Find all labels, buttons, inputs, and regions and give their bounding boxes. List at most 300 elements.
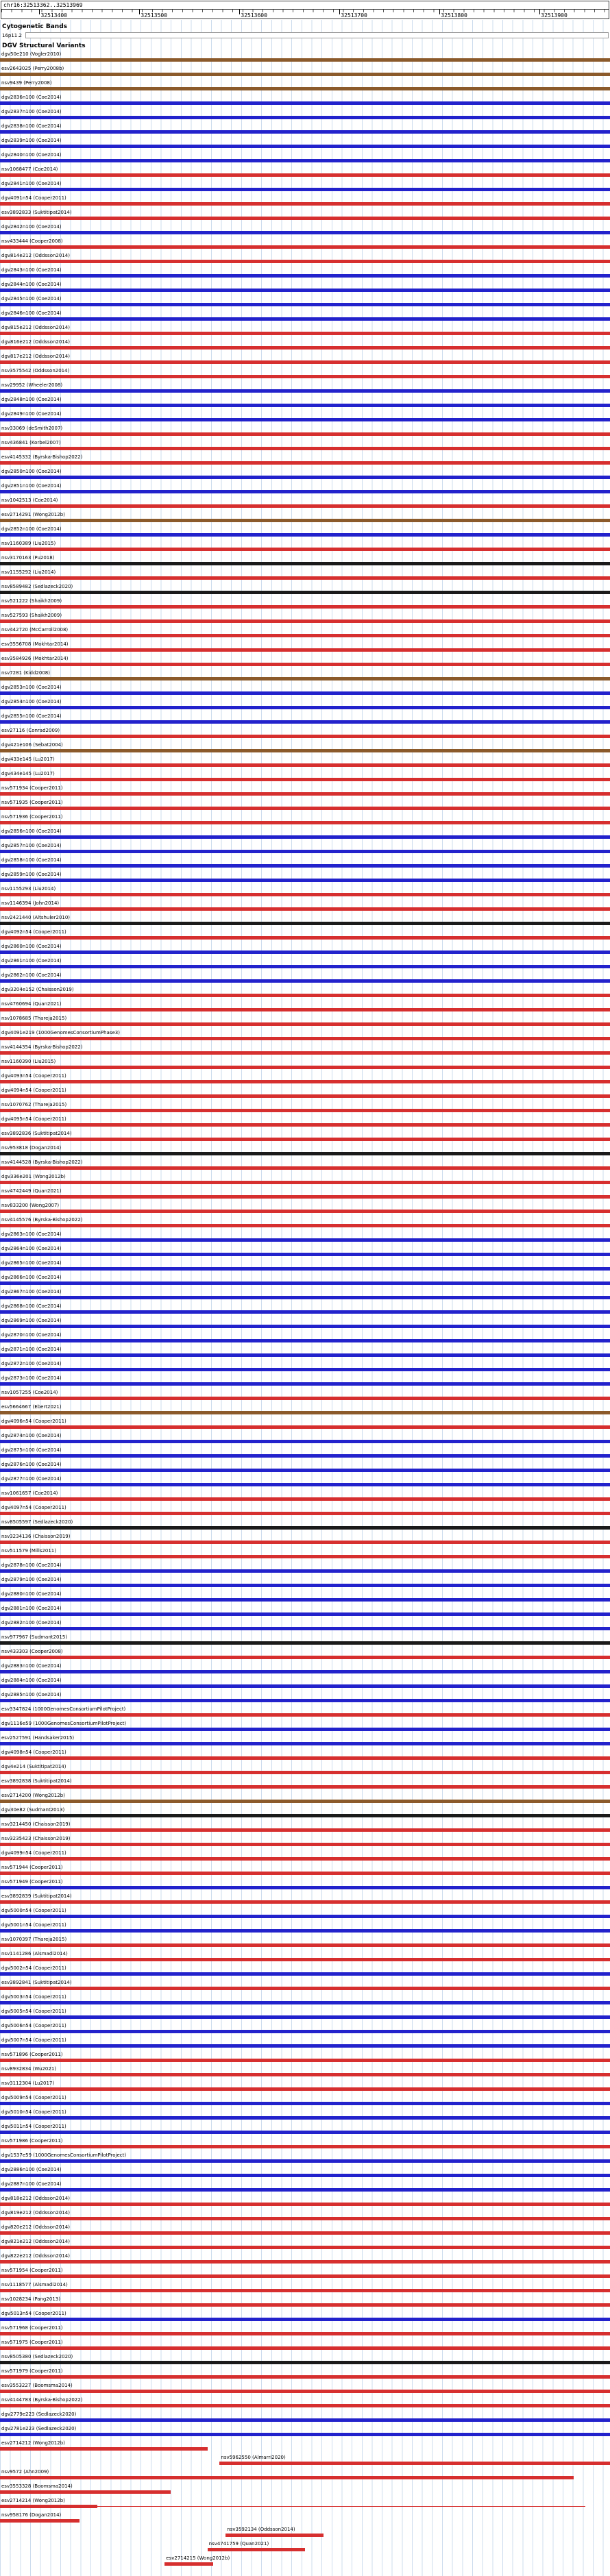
variant-label[interactable]: nsv1155293 (Liu2014) (1, 886, 56, 892)
variant-label[interactable]: esv2714215 (Wong2012b) (166, 2555, 230, 2561)
variant-bar[interactable] (0, 2433, 610, 2436)
variant-label[interactable]: dgv2865n100 (Coe2014) (1, 1260, 62, 1266)
variant-label[interactable]: nsv4144354 (Byrska-Bishop2022) (1, 1044, 83, 1050)
variant-label[interactable]: nsv2421440 (Altshuler2010) (1, 915, 71, 920)
variant-bar[interactable] (0, 994, 610, 997)
variant-label[interactable]: nsv8932834 (Wu2021) (1, 2066, 57, 2072)
variant-bar[interactable] (0, 87, 610, 90)
variant-bar[interactable] (0, 1713, 610, 1717)
variant-bar[interactable] (0, 2102, 610, 2105)
variant-label[interactable]: dgv2838n100 (Coe2014) (1, 123, 62, 129)
variant-label[interactable]: dgv2839n100 (Coe2014) (1, 138, 62, 143)
variant-bar[interactable] (0, 1037, 610, 1040)
variant-label[interactable]: nsv977967 (Sudmant2015) (1, 1634, 68, 1640)
variant-bar[interactable] (0, 1325, 610, 1328)
variant-bar[interactable] (0, 562, 610, 565)
variant-label[interactable]: nsv433444 (Cooper2008) (1, 238, 63, 244)
variant-label[interactable]: dgv2866n100 (Coe2014) (1, 1275, 62, 1280)
variant-bar[interactable] (0, 375, 610, 378)
variant-label[interactable]: dgv5005n54 (Cooper2011) (1, 2009, 66, 2014)
variant-bar[interactable] (0, 1512, 610, 1515)
variant-bar[interactable] (0, 1051, 610, 1055)
variant-bar[interactable] (0, 1972, 610, 1976)
variant-label[interactable]: dgv4092n54 (Cooper2011) (1, 929, 66, 935)
variant-label[interactable]: dgv1116e59 (1000GenomesConsortiumPilotProject) (1, 1721, 127, 1726)
variant-bar[interactable] (0, 677, 610, 680)
variant-label[interactable]: dgv4099n54 (Cooper2011) (1, 1850, 66, 1856)
variant-label[interactable]: dgv2848n100 (Coe2014) (1, 397, 62, 402)
variant-bar[interactable] (0, 2303, 610, 2307)
variant-label[interactable]: dgv2873n100 (Coe2014) (1, 1375, 62, 1381)
variant-label[interactable]: dgv4e214 (Suktitipat2014) (1, 1764, 66, 1769)
variant-bar[interactable] (0, 1483, 610, 1486)
variant-bar[interactable] (0, 1641, 610, 1645)
variant-bar[interactable] (0, 763, 610, 767)
variant-label[interactable]: dgv3204e152 (Chaisson2019) (1, 987, 74, 992)
variant-label[interactable]: dgv5009n54 (Cooper2011) (1, 2095, 66, 2100)
variant-bar[interactable] (225, 2534, 323, 2537)
variant-label[interactable]: nsv1070762 (Thareja2015) (1, 1102, 67, 1107)
variant-label[interactable]: esv4145332 (Byrska-Bishop2022) (1, 454, 83, 460)
variant-bar[interactable] (0, 2001, 610, 2004)
variant-bar[interactable] (0, 835, 610, 839)
variant-label[interactable]: dgv336e201 (Wong2012b) (1, 1174, 66, 1179)
variant-label[interactable]: nsv571954 (Cooper2011) (1, 2268, 63, 2273)
variant-label[interactable]: nsv3592134 (Oddsson2014) (227, 2527, 295, 2532)
variant-label[interactable]: esv5664667 (Ebert2021) (1, 1404, 62, 1410)
variant-label[interactable]: dgv2881n100 (Coe2014) (1, 1606, 62, 1611)
variant-bar[interactable] (0, 418, 610, 421)
variant-bar[interactable] (0, 1958, 610, 1961)
variant-bar[interactable] (0, 634, 610, 637)
variant-label[interactable]: nsv1070397 (Thareja2015) (1, 1937, 67, 1942)
variant-label[interactable]: dgv2868n100 (Coe2014) (1, 1303, 62, 1309)
variant-label[interactable]: dgv2878n100 (Coe2014) (1, 1562, 62, 1568)
variant-label[interactable]: dgv2842n100 (Coe2014) (1, 224, 62, 230)
variant-label[interactable]: esv3584926 (Mokhtar2014) (1, 656, 69, 661)
variant-label[interactable]: dgv2845n100 (Coe2014) (1, 296, 62, 302)
variant-label[interactable]: dgv5002n54 (Cooper2011) (1, 1965, 66, 1971)
variant-bar[interactable] (0, 1699, 610, 1702)
variant-label[interactable]: dgv4097n54 (Cooper2011) (1, 1505, 66, 1510)
variant-label[interactable]: nsv571896 (Cooper2011) (1, 2052, 63, 2057)
variant-label[interactable]: nsv4144528 (Byrska-Bishop2022) (1, 1160, 83, 1165)
variant-bar[interactable] (0, 2073, 610, 2076)
variant-label[interactable]: dgv819e212 (Oddsson2014) (1, 2210, 70, 2216)
variant-label[interactable]: nsv571986 (Cooper2011) (1, 2138, 63, 2144)
variant-bar[interactable] (0, 1785, 610, 1789)
variant-bar[interactable] (219, 2462, 610, 2465)
variant-label[interactable]: nsv1160389 (Liu2015) (1, 541, 56, 546)
variant-bar[interactable] (0, 864, 610, 868)
variant-label[interactable]: nsv571979 (Cooper2011) (1, 2368, 63, 2374)
variant-label[interactable]: dgv2875n100 (Coe2014) (1, 1447, 62, 1453)
variant-label[interactable]: nsv1155292 (Liu2014) (1, 569, 56, 575)
variant-bar[interactable] (0, 1253, 610, 1256)
variant-bar[interactable] (0, 735, 610, 738)
variant-bar[interactable] (0, 1181, 610, 1184)
variant-label[interactable]: nsv5962550 (Almarri2020) (221, 2455, 286, 2460)
variant-label[interactable]: esv3553328 (Boomsma2014) (1, 2483, 73, 2489)
variant-bar[interactable] (0, 1742, 610, 1745)
variant-bar[interactable] (0, 1569, 610, 1573)
variant-label[interactable]: dgv2781e223 (Sedlazeck2020) (1, 2426, 77, 2431)
variant-bar[interactable] (0, 2476, 574, 2479)
variant-label[interactable]: esv2714291 (Wong2012b) (1, 512, 65, 517)
variant-bar[interactable] (0, 893, 610, 896)
variant-bar[interactable] (0, 2418, 610, 2422)
variant-bar[interactable] (0, 1872, 610, 1875)
variant-label[interactable]: nsv1028234 (Pang2013) (1, 2296, 60, 2302)
variant-bar[interactable] (0, 576, 610, 580)
variant-label[interactable]: esv3553227 (Boomsma2014) (1, 2383, 73, 2388)
variant-bar[interactable] (0, 73, 610, 76)
variant-bar[interactable] (0, 360, 610, 364)
variant-bar[interactable] (0, 1728, 610, 1731)
variant-bar[interactable] (0, 1281, 610, 1285)
variant-label[interactable]: esv3892841 (Suktitipat2014) (1, 1980, 72, 1985)
variant-bar[interactable] (0, 1094, 610, 1098)
variant-label[interactable]: dgv421e106 (Sebat2004) (1, 742, 63, 748)
variant-label[interactable]: esv3347824 (1000GenomesConsortiumPilotProject) (1, 1706, 126, 1712)
variant-label[interactable]: dgv2779e223 (Sedlazeck2020) (1, 2412, 77, 2417)
variant-bar[interactable] (0, 2246, 610, 2249)
variant-bar[interactable] (0, 504, 610, 508)
variant-label[interactable]: dgv2850n100 (Coe2014) (1, 469, 62, 474)
variant-label[interactable]: nsv1078685 (Thareja2015) (1, 1016, 67, 1021)
variant-label[interactable]: nsv8505380 (Sedlazeck2020) (1, 2354, 73, 2359)
variant-bar[interactable] (0, 605, 610, 609)
variant-bar[interactable] (0, 2519, 80, 2523)
variant-bar[interactable] (0, 1066, 610, 1069)
variant-label[interactable]: nsv4760694 (Quan2021) (1, 1001, 62, 1007)
variant-bar[interactable] (0, 2015, 610, 2019)
variant-label[interactable]: dgv2846n100 (Coe2014) (1, 310, 62, 316)
variant-label[interactable]: nsv833200 (Wong2007) (1, 1203, 60, 1208)
variant-label[interactable]: nsv571968 (Cooper2011) (1, 2325, 63, 2331)
variant-bar[interactable] (0, 289, 610, 292)
variant-bar[interactable] (0, 2131, 610, 2134)
variant-bar[interactable] (0, 1857, 610, 1861)
variant-bar[interactable] (0, 2390, 610, 2393)
variant-bar[interactable] (0, 663, 610, 666)
variant-label[interactable]: dgv2877n100 (Coe2014) (1, 1476, 62, 1482)
variant-bar[interactable] (0, 620, 610, 623)
variant-bar[interactable] (0, 101, 610, 105)
variant-bar[interactable] (0, 1598, 610, 1602)
variant-label[interactable]: nsv442720 (McCarroll2008) (1, 627, 69, 633)
variant-bar[interactable] (0, 1267, 610, 1271)
variant-label[interactable]: nsv1146394 (John2014) (1, 900, 60, 906)
variant-label[interactable]: nsv1042513 (Coe2014) (1, 498, 58, 503)
variant-bar[interactable] (0, 2030, 610, 2033)
variant-bar[interactable] (0, 778, 610, 781)
variant-label[interactable]: dgv5001n54 (Cooper2011) (1, 1922, 66, 1928)
variant-label[interactable]: dgv4091n54 (Cooper2011) (1, 195, 66, 201)
variant-bar[interactable] (0, 1440, 610, 1443)
variant-label[interactable]: nsv436841 (Korbel2007) (1, 440, 61, 445)
variant-label[interactable]: dgv2867n100 (Coe2014) (1, 1289, 62, 1295)
variant-bar[interactable] (0, 1138, 610, 1141)
variant-label[interactable]: nsv8505597 (Sedlazeck2020) (1, 1519, 73, 1525)
variant-bar[interactable] (0, 1353, 610, 1357)
variant-label[interactable]: dgv4093n54 (Cooper2011) (1, 1073, 66, 1079)
variant-bar[interactable] (0, 1339, 610, 1342)
variant-bar[interactable] (208, 2548, 305, 2551)
variant-label[interactable]: nsv3214450 (Chaisson2019) (1, 1821, 71, 1827)
variant-label[interactable]: dgv2870n100 (Coe2014) (1, 1332, 62, 1338)
variant-label[interactable]: nsv571949 (Cooper2011) (1, 1879, 63, 1885)
variant-bar[interactable] (0, 950, 610, 954)
variant-bar[interactable] (0, 2174, 610, 2177)
variant-label[interactable]: esv3892836 (Suktitipat2014) (1, 1131, 72, 1136)
variant-label[interactable]: dgv2840n100 (Coe2014) (1, 152, 62, 158)
variant-bar[interactable] (0, 1310, 610, 1314)
variant-bar[interactable] (0, 936, 610, 940)
variant-bar[interactable] (0, 850, 610, 853)
variant-label[interactable]: esv3892839 (Suktitipat2014) (1, 1893, 72, 1899)
variant-label[interactable]: dgv30e82 (Sudmant2013) (1, 1807, 65, 1813)
variant-label[interactable]: nsv958176 (Dogan2014) (1, 2512, 62, 2518)
variant-label[interactable]: dgv2884n100 (Coe2014) (1, 1678, 62, 1683)
variant-label[interactable]: nsv29952 (Wheeler2008) (1, 382, 63, 388)
variant-label[interactable]: dgv2857n100 (Coe2014) (1, 843, 62, 848)
variant-label[interactable]: dgv4095n54 (Cooper2011) (1, 1116, 66, 1122)
variant-bar[interactable] (0, 1656, 610, 1659)
variant-bar[interactable] (0, 145, 610, 148)
variant-bar[interactable] (0, 2289, 610, 2292)
variant-bar[interactable] (0, 706, 610, 709)
variant-bar[interactable] (0, 807, 610, 810)
variant-label[interactable]: nsv33069 (deSmith2007) (1, 426, 63, 431)
variant-label[interactable]: nsv953818 (Dogan2014) (1, 1145, 62, 1151)
variant-label[interactable]: dgv2869n100 (Coe2014) (1, 1318, 62, 1323)
variant-label[interactable]: esv3892838 (Suktitipat2014) (1, 1778, 72, 1784)
variant-label[interactable]: esv2643025 (Perry2008b) (1, 66, 64, 71)
variant-bar[interactable] (0, 749, 610, 752)
variant-bar[interactable] (0, 245, 610, 249)
variant-bar[interactable] (0, 1022, 610, 1026)
variant-label[interactable]: dgv434e145 (Lu2017) (1, 771, 55, 776)
variant-label[interactable]: dgv5013n54 (Cooper2011) (1, 2311, 66, 2316)
variant-label[interactable]: nsv1160390 (Liu2015) (1, 1059, 56, 1064)
variant-label[interactable]: nsv1118577 (Alsmadi2014) (1, 2282, 68, 2287)
variant-bar[interactable] (0, 1814, 610, 1817)
variant-label[interactable]: nsv8589482 (Sedlazeck2020) (1, 584, 73, 589)
variant-bar[interactable] (0, 332, 610, 335)
variant-label[interactable]: nsv4144783 (Byrska-Bishop2022) (1, 2397, 83, 2403)
variant-bar[interactable] (0, 2087, 610, 2091)
variant-bar[interactable] (0, 2159, 610, 2163)
variant-label[interactable]: dgv2882n100 (Coe2014) (1, 1620, 62, 1626)
variant-bar[interactable] (0, 2318, 610, 2321)
variant-label[interactable]: dgv2849n100 (Coe2014) (1, 411, 62, 417)
variant-label[interactable]: nsv511579 (Mills2011) (1, 1548, 56, 1554)
variant-bar[interactable] (0, 2260, 610, 2264)
variant-label[interactable]: dgv2858n100 (Coe2014) (1, 857, 62, 863)
variant-bar[interactable] (0, 1368, 610, 1371)
variant-label[interactable]: dgv821e212 (Oddsson2014) (1, 2239, 70, 2244)
variant-bar[interactable] (0, 720, 610, 724)
variant-label[interactable]: dgv4096n54 (Cooper2011) (1, 1419, 66, 1424)
variant-bar[interactable] (0, 1612, 610, 1616)
variant-bar[interactable] (0, 1397, 610, 1400)
variant-bar[interactable] (0, 476, 610, 479)
variant-label[interactable]: dgv1537e59 (1000GenomesConsortiumPilotProject) (1, 2152, 127, 2158)
variant-bar[interactable] (0, 1238, 610, 1242)
variant-label[interactable]: nsv527593 (Shaikh2009) (1, 613, 62, 618)
variant-bar[interactable] (0, 1670, 610, 1673)
variant-bar[interactable] (0, 1828, 610, 1832)
variant-bar[interactable] (0, 346, 610, 349)
variant-label[interactable]: dgv822e212 (Oddsson2014) (1, 2253, 70, 2259)
variant-bar[interactable] (0, 1469, 610, 1472)
variant-label[interactable]: dgv5010n54 (Cooper2011) (1, 2109, 66, 2115)
variant-label[interactable]: nsv3112304 (Lu2017) (1, 2081, 55, 2086)
variant-bar[interactable] (0, 1224, 610, 1227)
variant-bar[interactable] (0, 691, 610, 695)
variant-bar[interactable] (0, 389, 610, 393)
variant-label[interactable]: esv2527591 (Handsaker2015) (1, 1735, 75, 1741)
variant-bar[interactable] (0, 188, 610, 191)
variant-label[interactable]: esv2714214 (Wong2012b) (1, 2498, 65, 2503)
variant-bar[interactable] (0, 1166, 610, 1170)
variant-bar[interactable] (0, 231, 610, 234)
variant-bar[interactable] (0, 2203, 610, 2206)
variant-bar[interactable] (0, 2332, 610, 2335)
variant-label[interactable]: dgv2851n100 (Coe2014) (1, 483, 62, 489)
variant-label[interactable]: nsv1061657 (Coe2014) (1, 1491, 58, 1496)
variant-label[interactable]: nsv3235423 (Chaisson2019) (1, 1836, 71, 1841)
variant-bar[interactable] (0, 2217, 610, 2220)
variant-label[interactable]: dgv5000n54 (Cooper2011) (1, 1908, 66, 1913)
variant-label[interactable]: dgv5003n54 (Cooper2011) (1, 1994, 66, 2000)
variant-label[interactable]: nsv571944 (Cooper2011) (1, 1865, 63, 1870)
variant-bar[interactable] (0, 1627, 610, 1630)
variant-label[interactable]: dgv2852n100 (Coe2014) (1, 526, 62, 532)
variant-bar[interactable] (0, 907, 610, 911)
variant-bar[interactable] (0, 2447, 208, 2451)
variant-label[interactable]: nsv3170163 (Pu2018) (1, 555, 55, 561)
variant-label[interactable]: nsv1057255 (Coe2014) (1, 1390, 58, 1395)
variant-label[interactable]: esv2714212 (Wong2012b) (1, 2440, 65, 2446)
variant-bar[interactable] (0, 173, 610, 177)
variant-bar[interactable] (0, 1684, 610, 1688)
variant-bar[interactable] (0, 1123, 610, 1127)
variant-label[interactable]: esv3892833 (Suktitipat2014) (1, 210, 72, 215)
variant-label[interactable]: dgv5007n54 (Cooper2011) (1, 2037, 66, 2043)
variant-bar[interactable] (0, 965, 610, 968)
variant-bar[interactable] (0, 2145, 610, 2148)
variant-label[interactable]: dgv2887n100 (Coe2014) (1, 2181, 62, 2187)
variant-label[interactable]: nsv7281 (Kidd2008) (1, 670, 50, 676)
variant-bar[interactable] (0, 461, 610, 465)
variant-bar[interactable] (0, 1526, 610, 1530)
variant-label[interactable]: nsv4741759 (Quan2021) (208, 2541, 269, 2547)
variant-bar[interactable] (0, 1541, 610, 1544)
variant-bar[interactable] (0, 1943, 610, 1947)
variant-label[interactable]: esv3556708 (Mokhtar2014) (1, 641, 69, 647)
variant-label[interactable]: dgv2871n100 (Coe2014) (1, 1347, 62, 1352)
variant-bar[interactable] (0, 2505, 97, 2508)
variant-label[interactable]: dgv2855n100 (Coe2014) (1, 713, 62, 719)
variant-bar[interactable] (0, 2044, 610, 2048)
variant-bar[interactable] (0, 303, 610, 306)
variant-bar[interactable] (0, 1195, 610, 1199)
variant-label[interactable]: dgv2874n100 (Coe2014) (1, 1433, 62, 1438)
variant-label[interactable]: nsv521222 (Shaikh2009) (1, 598, 62, 604)
variant-bar[interactable] (0, 2274, 610, 2278)
variant-label[interactable]: dgv50e210 (Vogler2010) (1, 51, 62, 57)
variant-bar[interactable] (0, 2188, 610, 2192)
variant-bar[interactable] (0, 2059, 610, 2062)
variant-bar[interactable] (0, 159, 610, 162)
variant-label[interactable]: dgv2860n100 (Coe2014) (1, 944, 62, 949)
variant-label[interactable]: dgv4094n54 (Cooper2011) (1, 1088, 66, 1093)
variant-label[interactable]: esv2714200 (Wong2012b) (1, 1793, 65, 1798)
variant-bar[interactable] (0, 792, 610, 796)
variant-bar[interactable] (0, 317, 610, 321)
variant-label[interactable]: dgv2836n100 (Coe2014) (1, 95, 62, 100)
variant-bar[interactable] (0, 1210, 610, 1213)
variant-bar[interactable] (0, 116, 610, 119)
variant-bar[interactable] (0, 217, 610, 220)
variant-bar[interactable] (0, 1843, 610, 1846)
variant-bar[interactable] (0, 922, 610, 925)
variant-bar[interactable] (0, 130, 610, 134)
variant-label[interactable]: dgv5011n54 (Cooper2011) (1, 2124, 66, 2129)
variant-label[interactable]: dgv2880n100 (Coe2014) (1, 1591, 62, 1597)
variant-bar[interactable] (0, 1296, 610, 1299)
variant-bar[interactable] (0, 202, 610, 206)
variant-label[interactable]: dgv816e212 (Oddsson2014) (1, 339, 70, 345)
variant-label[interactable]: nsv433303 (Cooper2008) (1, 1649, 63, 1654)
variant-label[interactable]: dgv815e212 (Oddsson2014) (1, 325, 70, 330)
variant-bar[interactable] (0, 1929, 610, 1933)
variant-label[interactable]: dgv2859n100 (Coe2014) (1, 872, 62, 877)
variant-bar[interactable] (0, 1152, 610, 1155)
variant-label[interactable]: esv27116 (Conrad2009) (1, 728, 60, 733)
variant-bar[interactable] (0, 1900, 610, 1904)
variant-bar[interactable] (0, 58, 610, 62)
variant-label[interactable]: dgv2837n100 (Coe2014) (1, 109, 62, 114)
variant-bar[interactable] (0, 2231, 610, 2235)
variant-bar[interactable] (0, 1080, 610, 1083)
variant-bar[interactable] (0, 821, 610, 824)
variant-bar[interactable] (164, 2562, 213, 2566)
variant-bar[interactable] (0, 1411, 610, 1414)
variant-label[interactable]: dgv433e145 (Lu2017) (1, 757, 55, 762)
variant-bar[interactable] (0, 404, 610, 407)
variant-label[interactable]: dgv2864n100 (Coe2014) (1, 1246, 62, 1251)
variant-label[interactable]: dgv2843n100 (Coe2014) (1, 267, 62, 273)
variant-bar[interactable] (0, 648, 610, 652)
variant-bar[interactable] (0, 1555, 610, 1558)
variant-label[interactable]: dgv2885n100 (Coe2014) (1, 1692, 62, 1697)
variant-label[interactable]: dgv820e212 (Oddsson2014) (1, 2224, 70, 2230)
variant-bar[interactable] (0, 2404, 610, 2407)
variant-label[interactable]: dgv4091e219 (1000GenomesConsortiumPhase3) (1, 1030, 120, 1035)
variant-label[interactable]: dgv818e212 (Oddsson2014) (1, 2196, 70, 2201)
variant-bar[interactable] (0, 260, 610, 263)
variant-label[interactable]: dgv2872n100 (Coe2014) (1, 1361, 62, 1366)
variant-bar[interactable] (0, 519, 610, 522)
variant-bar[interactable] (0, 1886, 610, 1889)
variant-bar[interactable] (0, 1756, 610, 1760)
variant-label[interactable]: dgv2856n100 (Coe2014) (1, 829, 62, 834)
variant-bar[interactable] (0, 2490, 171, 2494)
variant-bar[interactable] (0, 2116, 610, 2120)
